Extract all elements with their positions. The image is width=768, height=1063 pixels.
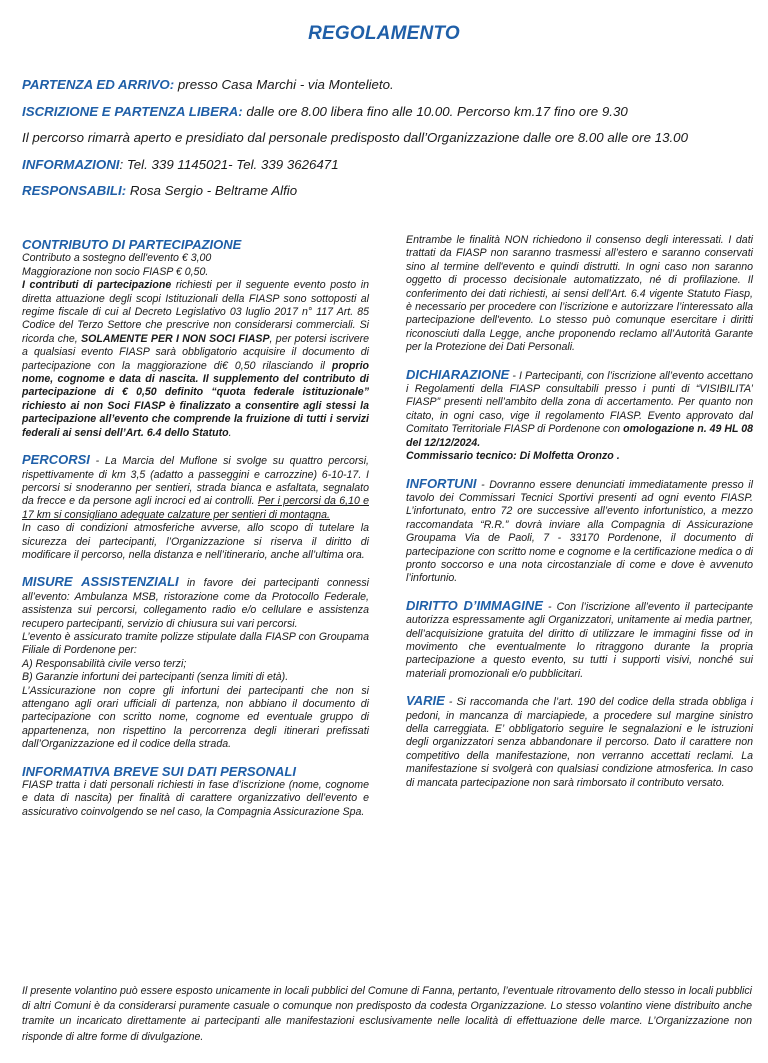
section-informativa-cont (406, 234, 753, 355)
informazioni-value: : Tel. 339 1145021- Tel. 339 3626471 (119, 156, 339, 172)
section-misure (22, 575, 369, 751)
percorso-note: Il percorso rimarrà aperto e presidiato dal personale predisposto dall’Organizzazione dalle ore 8.00 alle ore 13.00 (22, 130, 688, 145)
section-dichiarazione (406, 368, 753, 464)
misure-text3: L’Assicurazione non copre gli infortuni dei partecipanti che non si attengano agli orari ufficiali di partenza, non abbiano il documento di partecipazione con scritto nome, cognome ed eventuale gruppo di appartenenza, non rispettino la percorrenza degli itinerari prefissati dall’Organizzazione ed il codice della strada. (22, 684, 369, 751)
partenza-row (22, 72, 762, 99)
misure-heading: MISURE ASSISTENZIALI (22, 574, 179, 590)
partenza-value: presso Casa Marchi - via Montelieto. (174, 77, 394, 92)
infortuni-paragraph (406, 477, 753, 586)
section-percorsi (22, 453, 369, 562)
misure-text1: in favore dei partecipanti connessi all’evento: Ambulanza MSB, ristorazione come da Protocollo Federale, assistenza sui percorsi, collegamento radio e/o cellulare e assistenza recupero partecipanti, servizio di chiusura sui vari percorsi. (22, 577, 369, 630)
section-informativa (22, 765, 369, 820)
iscrizione-label: ISCRIZIONE E PARTENZA LIBERA: (22, 103, 243, 119)
iscrizione-row (22, 99, 762, 126)
partenza-label: PARTENZA ED ARRIVO: (22, 77, 175, 92)
diritto-heading: DIRITTO D’IMMAGINE (406, 597, 543, 613)
section-diritto-immagine (406, 599, 753, 681)
contributo-bold1: I contributi di partecipazione (22, 279, 172, 292)
contributo-bold3: proprio nome, cognome e data di nascita. Il supplemento del contributo di partecipazione di € 0,50 definito “quota federale istituzionale” richiesto ai non Soci FIASP è finalizzato a consentire agli stessi la partecipazione all’evento che comprende la fruizione di tutti i servizi federali ai sensi dell’Art. 6.4 dello Statuto (22, 359, 369, 439)
contributo-paragraph (22, 279, 369, 440)
dichiarazione-omologazione: omologazione n. 49 HL 08 del 12/12/2024. (406, 423, 753, 449)
diritto-paragraph (406, 599, 753, 681)
percorsi-underlined: Per i percorsi da 6,10 e 17 km si consigliano adeguate calzature per sentieri di montagna. (22, 495, 369, 521)
misure-text2: L’evento è assicurato tramite polizze stipulate dalla FIASP con Groupama Filiale di Pordenone per: (22, 630, 369, 657)
responsabili-value: Rosa Sergio - Beltrame Alfio (126, 183, 298, 198)
event-info (22, 72, 762, 205)
section-infortuni (406, 477, 753, 586)
right-column (406, 234, 753, 803)
contributo-line1: Contributo a sostegno dell'evento € 3,00 (22, 252, 212, 265)
percorsi-paragraph (22, 453, 369, 522)
page-title: REGOLAMENTO (308, 22, 460, 44)
contributo-end: . (228, 426, 232, 439)
percorsi-text1: - La Marcia del Muflone si svolge su quattro percorsi, rispettivamente di km 3,5 (adatto a passeggini e carrozzine) 6-10-17. I percorsi si snoderanno per sentieri, strada bianca e asfaltata, segnalato da frecce e da persone agli incroci ed ai controlli. (22, 455, 369, 508)
dichiarazione-heading: DICHIARAZIONE (406, 366, 510, 382)
contributo-text2: , per potersi iscrivere a qualsiasi evento FIASP sarà obbligatorio acquisire il documento di partecipazione con la maggiorazione di€ 0,50 rilasciando il (22, 332, 369, 372)
responsabili-row (22, 178, 762, 205)
section-contributo (22, 238, 369, 440)
percorsi-text2: In caso di condizioni atmosferiche avverse, allo scopo di tutelare la sicurezza dei partecipanti, l’Organizzazione si riserva il diritto di modificare il percorso, nella distanza e nell’itinerario, anche all’ultima ora. (22, 522, 369, 561)
percorso-note-row (22, 125, 762, 152)
misure-item-b: B) Garanzie infortuni dei partecipanti (senza limiti di età). (22, 671, 289, 684)
responsabili-label: RESPONSABILI: (22, 183, 127, 198)
footer-disclaimer: Il presente volantino può essere esposto unicamente in locali pubblici del Comune di Fanna, pertanto, l’eventuale ritrovamento dello stesso in locali pubblici di altri Comuni è da considerarsi puramente casuale o comunque non predisposto da codesta Organizzazione. Lo stesso volantino viene distribuito anche tramite un incaricato direttamente ai partecipanti alle manifestazioni esclusivamente nelle località di effettuazione delle marce. L’Organizzazione non risponde di altre forme di divulgazione. (22, 985, 752, 1043)
infortuni-heading: INFORTUNI (406, 475, 477, 491)
informativa-heading: INFORMATIVA BREVE SUI DATI PERSONALI (22, 763, 296, 779)
misure-item-a: A) Responsabilità civile verso terzi; (22, 657, 187, 670)
diritto-text1: - Con l’iscrizione all’evento il partecipante autorizza espressamente agli Organizzatori, unitamente ai media partner, dell’acquisizione gratuita del diritto di utilizzare le immagini fisse od in movimento che eventualmente lo ritraggono durante la propria partecipazione a questo evento, su tutti i supporti visivi, nonché sui materiali promozionali e/o pubblicitari. (406, 600, 754, 680)
misure-paragraph (22, 575, 369, 631)
dichiarazione-text1: - I Partecipanti, con l’iscrizione all’evento accettano i Regolamenti della FIASP consultabili presso i punti di “VISIBILITA’ FIASP” presenti nell’ambito della zona di accertamento. Per quanto non citato, in ogni caso, vige il regolamento FIASP. Evento approvato dal Comitato Territoriale FIASP di Pordenone con (406, 369, 753, 436)
iscrizione-value: dalle ore 8.00 libera fino alle 10.00. Percorso km.17 fino ore 9.30 (242, 103, 628, 119)
informazioni-row (22, 152, 762, 179)
contributo-text1: richiesti per il seguente evento posto in diretta attuazione degli scopi Istituzionali della FIASP sono sottoposti al regime fiscale di cui al Decreto Legislativo 03 luglio 2017 n° 117 Art. 85 Codice del Terzo Settore che prescrive non considerarsi commerciali. Si ricorda che, (22, 279, 369, 345)
left-column (22, 238, 369, 832)
section-varie (406, 694, 753, 790)
varie-heading: VARIE (406, 693, 445, 709)
informazioni-label: INFORMAZIONI (22, 156, 120, 172)
infortuni-text1: - Dovranno essere denunciati immediatamente presso il tavolo dei Commissari Tecnici Sportivi presenti ad ogni evento FIASP. L’infortunato, entro 72 ore successive all’evento infortunistico, a mezzo raccomandata “R.R.” dovrà inviare alla Compagnia di Assicurazione Groupama Via de Paoli, 7 - 33170 Pordenone, il documento di partecipazione con scritto nome e cognome e la certificazione medica o di pronto soccorso e una nota circostanziale di come e dove è avvenuto l’infortunio. (406, 478, 753, 585)
informativa-text2: Entrambe le finalità NON richiedono il consenso degli interessati. I dati trattati da FIASP non saranno trasmessi all’estero e saranno conservati sino al termine dell'evento e quindi distrutti. In ogni caso non saranno oggetto di processo decisionale automatizzato, né di profilazione. Il conferimento dei dati richiesti, ai sensi dell’Art. 6.4 vigente Statuto Fiasp, è necessario per procedere con l’iscrizione e autorizzare l’interessato alla partecipazione dell'evento. Lo stesso può comunque esercitare i diritti riconosciuti dalla Legge, anche proponendo reclamo all’Autorità Garante per la Protezione dei Dati Personali. (406, 234, 753, 354)
contributo-heading: CONTRIBUTO DI PARTECIPAZIONE (22, 237, 242, 252)
percorsi-heading: PERCORSI (22, 452, 90, 468)
contributo-line2: Maggiorazione non socio FIASP € 0,50. (22, 265, 209, 278)
dichiarazione-paragraph (406, 368, 753, 464)
informativa-text1: FIASP tratta i dati personali richiesti in fase d’iscrizione (nome, cognome e data di nascita) per finalità di carattere organizzativo dell’evento e assicurativo coinvolgendo se nel caso, la Compagnia Assicurazione Spa. (22, 779, 369, 818)
varie-paragraph (406, 694, 753, 790)
contributo-bold2: SOLAMENTE PER I NON SOCI FIASP (81, 332, 270, 345)
varie-text1: - Si raccomanda che l’art. 190 del codice della strada obbliga i pedoni, in mancanza di marciapiede, a procedere sul margine sinistro della carreggiata. E’ obbligatorio seguire le segnalazioni e le istruzioni degli organizzatori senza abbandonare il percorso. Dato il carattere non competitivo della manifestazione, non verranno accettati reclami. La manifestazione si svolgerà con qualsiasi condizione atmosferica. In caso di mancata partecipazione non sarà rimborsato il contributo versato. (406, 696, 753, 789)
dichiarazione-commissario: Commissario tecnico: Di Molfetta Oronzo . (406, 450, 620, 463)
